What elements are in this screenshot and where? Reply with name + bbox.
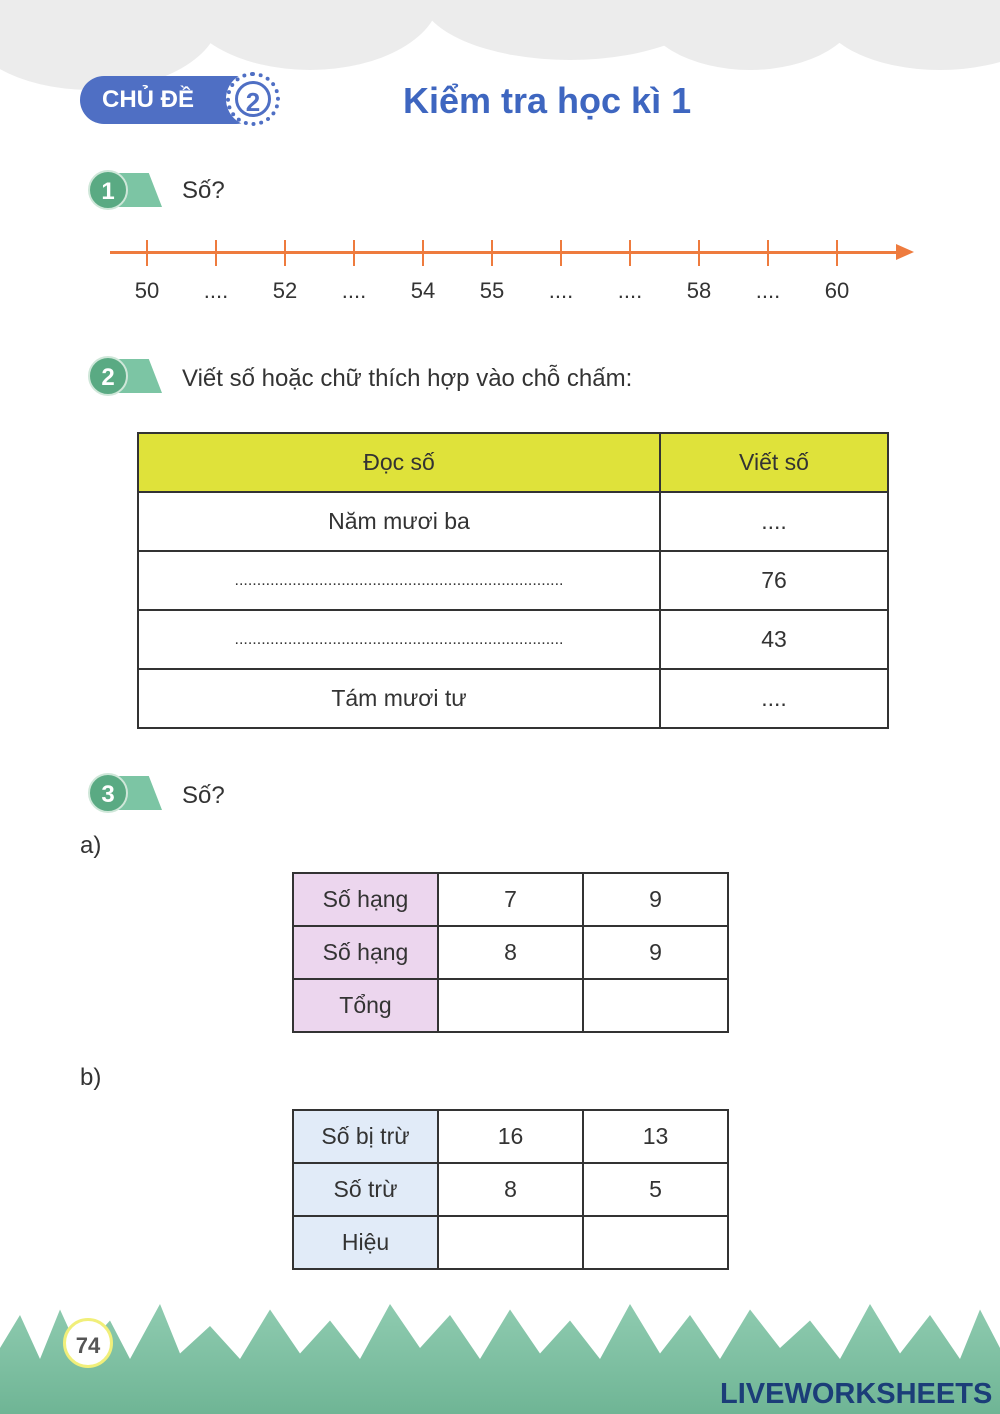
answer-field[interactable]: ....	[617, 278, 643, 303]
number-line-tick	[629, 240, 631, 266]
table-row	[293, 1163, 728, 1216]
number-line-tick	[422, 240, 424, 266]
question-number: 3	[88, 773, 128, 813]
number-line-tick	[146, 240, 148, 266]
number-label: 55	[479, 278, 505, 303]
table-row	[138, 610, 888, 669]
number-label: 58	[686, 278, 712, 303]
row-label: Số trừ	[293, 1163, 438, 1216]
cell: 9	[583, 926, 728, 979]
cell: 13	[583, 1110, 728, 1163]
page-number: 74	[63, 1318, 113, 1368]
part-b-label: b)	[80, 1064, 102, 1091]
number-line-tick	[698, 240, 700, 266]
number-line-tick	[215, 240, 217, 266]
row-label: Số bị trừ	[293, 1110, 438, 1163]
answer-field[interactable]: ..........................................................................	[138, 551, 660, 610]
number-label: 60	[824, 278, 850, 303]
header-write: Viết số	[660, 433, 888, 492]
number-line-tick	[767, 240, 769, 266]
table-row	[138, 492, 888, 551]
topic-number-seal	[226, 72, 280, 126]
table-row	[293, 926, 728, 979]
addition-table	[292, 872, 729, 1033]
answer-field[interactable]	[583, 1216, 728, 1269]
page-title: Kiểm tra học kì 1	[403, 80, 692, 121]
cloud-decoration	[820, 0, 1000, 70]
cell: 5	[583, 1163, 728, 1216]
cell-write: 76	[660, 551, 888, 610]
answer-field[interactable]	[583, 979, 728, 1032]
answer-field[interactable]: ....	[341, 278, 367, 303]
watermark-logo: LIVEWORKSHEETS	[720, 1378, 993, 1410]
cell: 8	[438, 1163, 583, 1216]
topic-badge: CHỦ ĐỀ	[80, 76, 260, 124]
read-write-table	[137, 432, 889, 729]
answer-field[interactable]: ....	[548, 278, 574, 303]
question-number: 2	[88, 356, 128, 396]
cell: 9	[583, 873, 728, 926]
number-label: 54	[410, 278, 436, 303]
row-label: Số hạng	[293, 926, 438, 979]
question-prompt: Số?	[182, 177, 225, 204]
subtraction-table	[292, 1109, 729, 1270]
number-line	[110, 251, 905, 254]
cloud-decoration	[180, 0, 440, 70]
table-row	[138, 669, 888, 728]
number-line-tick	[353, 240, 355, 266]
number-line-tick	[491, 240, 493, 266]
table-row	[293, 1110, 728, 1163]
arrow-head-icon	[896, 244, 914, 260]
answer-field[interactable]: ....	[660, 669, 888, 728]
question-number: 1	[88, 170, 128, 210]
cell-write: 43	[660, 610, 888, 669]
answer-field[interactable]	[438, 979, 583, 1032]
cell-read: Năm mươi ba	[138, 492, 660, 551]
table-row	[293, 1216, 728, 1269]
header-read: Đọc số	[138, 433, 660, 492]
row-label: Tổng	[293, 979, 438, 1032]
number-line-tick	[284, 240, 286, 266]
table-row	[138, 551, 888, 610]
answer-field[interactable]: ....	[660, 492, 888, 551]
table-row	[293, 979, 728, 1032]
cell-read: Tám mươi tư	[138, 669, 660, 728]
topic-number: 2	[235, 81, 271, 117]
row-label: Hiệu	[293, 1216, 438, 1269]
part-a-label: a)	[80, 832, 102, 859]
answer-field[interactable]: ..........................................................................	[138, 610, 660, 669]
answer-field[interactable]	[438, 1216, 583, 1269]
table-row	[293, 873, 728, 926]
question-prompt: Viết số hoặc chữ thích hợp vào chỗ chấm:	[182, 365, 633, 392]
answer-field[interactable]: ....	[203, 278, 229, 303]
cell: 16	[438, 1110, 583, 1163]
cell: 8	[438, 926, 583, 979]
number-line-tick	[836, 240, 838, 266]
row-label: Số hạng	[293, 873, 438, 926]
number-label: 50	[134, 278, 160, 303]
question-prompt: Số?	[182, 782, 225, 809]
number-line-tick	[560, 240, 562, 266]
number-label: 52	[272, 278, 298, 303]
answer-field[interactable]: ....	[755, 278, 781, 303]
cell: 7	[438, 873, 583, 926]
